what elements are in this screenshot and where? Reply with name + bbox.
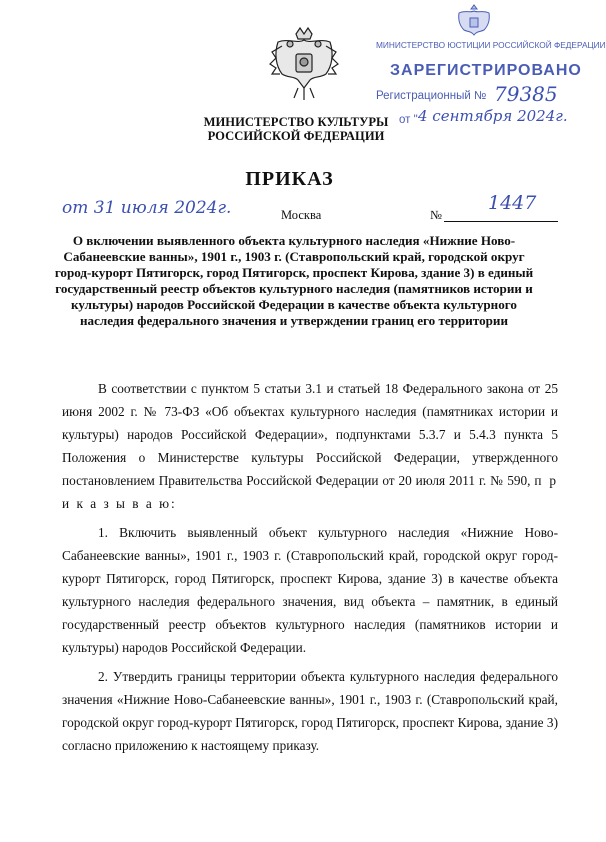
item-2-paragraph: 2. Утвердить границы территории объекта культурного наследия федерального значения «Нижние Ново-Сабанеевские ванны», 1901 г., 1903 г. (Ставропольский край, городской округ город-курорт Пятигорск, город Пятигорск, проспект Кирова, здание 3) согласно приложению к настоящему приказу. (62, 669, 558, 753)
order-city: Москва (281, 208, 322, 222)
stamp-ministry-line: МИНИСТЕРСТВО ЮСТИЦИИ РОССИЙСКОЙ ФЕДЕРАЦИИ (376, 40, 606, 50)
document-title: ПРИКАЗ (245, 168, 334, 190)
stamp-reg-number: 79385 (494, 82, 558, 106)
order-word: п р и к а з ы в а ю: (62, 473, 558, 511)
stamp-emblem (455, 4, 493, 40)
ministry-name (198, 115, 394, 143)
preamble-text: В соответствии с пунктом 5 статьи 3.1 и статьей 18 Федерального закона от 25 июня 2002 г. № 73-ФЗ «Об объектах культурного наследия (памятниках истории и культуры) народов Российской Федерации», подпунктами 5.3.7 и 5.4.3 пункта 5 Положения о Министерстве культуры Российской Федерации, утвержденного постановлением Правительства Российской Федерации от 20 июля 2011 г. № 590, (62, 381, 558, 488)
order-date: от 31 июля 2024г. (62, 198, 232, 218)
ministry-name-line1: МИНИСТЕРСТВО КУЛЬТУРЫ (203, 115, 389, 129)
stamp-date-label: от " (399, 114, 418, 126)
stamp-reg-date: 4 сентября 2024г. (418, 107, 568, 125)
stamp-registered-label: ЗАРЕГИСТРИРОВАНО (390, 62, 582, 79)
registration-stamp (376, 40, 606, 126)
order-number: 1447 (488, 192, 537, 214)
preamble-paragraph (62, 377, 558, 515)
order-subject: О включении выявленного объекта культурного наследия «Нижние Ново-Сабанеевские ванны», 1901 г., 1903 г. (Ставропольский край, городской округ город-курорт Пятигорск, город Пятигорск, проспект Кирова, здание 3) в единый государственный реестр объектов культурного наследия (памятников истории и культуры) народов Российской Федерации в качестве объекта культурного наследия федерального значения и утверждении границ его территории (54, 233, 534, 328)
ministry-name-line2: РОССИЙСКОЙ ФЕДЕРАЦИИ (207, 129, 385, 143)
order-body (62, 377, 558, 757)
stamp-reg-number-label: Регистрационный № (376, 90, 487, 102)
coat-of-arms-emblem (268, 24, 340, 104)
order-number-label: № (430, 208, 442, 222)
item-1-paragraph: 1. Включить выявленный объект культурного наследия «Нижние Ново-Сабанеевские ванны», 1901 г., 1903 г. (Ставропольский край, городской округ город-курорт Пятигорск, город Пятигорск, проспект Кирова, здание 3) в качестве объекта культурного наследия федерального значения, вид объекта – памятник, в единый государственный реестр объектов культурного наследия (памятников истории и культуры) народов Российской Федерации. (62, 525, 558, 655)
order-number-underline (444, 221, 558, 222)
